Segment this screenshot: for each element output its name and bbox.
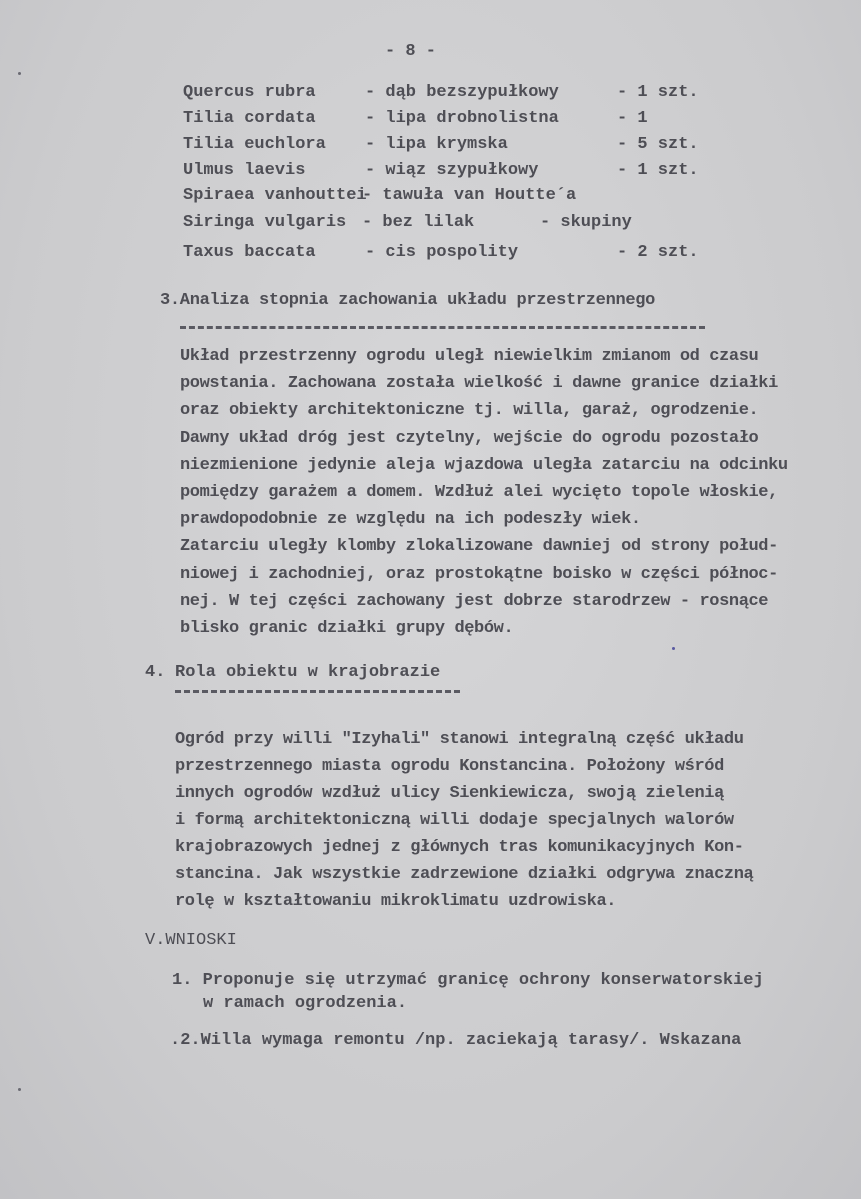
species-polish-name: - bez lilak xyxy=(362,213,475,232)
paragraph-line: nej. W tej części zachowany jest dobrze starodrzew - rosnące xyxy=(180,591,769,611)
conclusions-heading: V.WNIOSKI xyxy=(145,931,237,950)
species-latin-name: Siringa vulgaris xyxy=(183,213,347,232)
species-latin-name: Ulmus laevis xyxy=(183,161,306,180)
page-number: - 8 - xyxy=(385,42,437,61)
paper-speck xyxy=(18,72,21,75)
species-latin-name: Quercus rubra xyxy=(183,83,316,102)
heading-underline xyxy=(175,690,460,693)
paragraph-line: przestrzennego miasta ogrodu Konstancina. Położony wśród xyxy=(175,757,724,776)
paragraph-line: pomiędzy garażem a domem. Wzdłuż alei wycięto topole włoskie, xyxy=(180,483,778,502)
paper-speck xyxy=(18,1088,21,1091)
species-polish-name: - wiąz szypułkowy xyxy=(365,161,539,180)
species-polish-name: - lipa krymska xyxy=(365,135,508,154)
species-polish-name: - lipa drobnolistna xyxy=(365,109,559,128)
species-count: - 5 szt. xyxy=(617,135,699,154)
paragraph-line: oraz obiekty architektoniczne tj. willa, garaż, ogrodzenie. xyxy=(180,401,759,421)
paragraph-line: i formą architektoniczną willi dodaje specjalnych walorów xyxy=(175,811,734,830)
species-polish-name: - cis pospolity xyxy=(365,243,519,262)
section3-heading: 3.Analiza stopnia zachowania układu przestrzennego xyxy=(160,291,656,310)
species-count: - 2 szt. xyxy=(617,243,699,262)
paragraph-line: niezmienione jedynie aleja wjazdowa uległa zatarciu na odcinku xyxy=(180,455,788,475)
paragraph-line: powstania. Zachowana została wielkość i dawne granice działki xyxy=(180,374,778,394)
section4-number: 4. xyxy=(145,663,166,682)
paragraph-line: Układ przestrzenny ogrodu uległ niewielkim zmianom od czasu xyxy=(180,347,759,366)
species-count: - 1 xyxy=(617,109,648,128)
heading-underline xyxy=(180,326,705,329)
paragraph-line: Dawny układ dróg jest czytelny, wejście do ogrodu pozostało xyxy=(180,428,759,448)
paragraph-line: niowej i zachodniej, oraz prostokątne boisko w części północ- xyxy=(180,564,778,584)
section4-heading: Rola obiektu w krajobrazie xyxy=(175,663,441,682)
species-polish-name: - dąb bezszypułkowy xyxy=(365,83,559,102)
species-latin-name: Tilia cordata xyxy=(183,109,316,128)
species-count: - 1 szt. xyxy=(617,161,699,180)
ink-dot xyxy=(672,647,675,650)
paragraph-line: stancina. Jak wszystkie zadrzewione działki odgrywa znaczną xyxy=(175,865,754,884)
paragraph-line: blisko granic działki grupy dębów. xyxy=(180,619,514,638)
conclusion-item-2: .2.Willa wymaga remontu /np. zaciekają tarasy/. Wskazana xyxy=(170,1031,742,1050)
conclusion-item-1-cont: w ramach ogrodzenia. xyxy=(203,994,408,1013)
paragraph-line: krajobrazowych jednej z głównych tras komunikacyjnych Kon- xyxy=(175,838,744,857)
paragraph-line: Zatarciu uległy klomby zlokalizowane dawniej od strony połud- xyxy=(180,537,778,557)
species-polish-name: - tawuła van Houtte´a xyxy=(362,186,577,205)
paragraph-line: prawdopodobnie ze względu na ich podeszły wiek. xyxy=(180,510,641,530)
species-count: - 1 szt. xyxy=(617,83,699,102)
species-latin-name: Tilia euchlora xyxy=(183,135,326,154)
conclusion-item-1: 1. Proponuje się utrzymać granicę ochrony konserwatorskiej xyxy=(172,971,764,990)
species-count: - skupiny xyxy=(540,213,632,232)
species-latin-name: Spiraea vanhouttei xyxy=(183,186,367,205)
paragraph-line: rolę w kształtowaniu mikroklimatu uzdrowiska. xyxy=(175,892,617,911)
species-latin-name: Taxus baccata xyxy=(183,243,316,262)
paragraph-line: Ogród przy willi "Izyhali" stanowi integralną część układu xyxy=(175,730,744,749)
paragraph-line: innych ogrodów wzdłuż ulicy Sienkiewicza, swoją zielenią xyxy=(175,784,724,803)
